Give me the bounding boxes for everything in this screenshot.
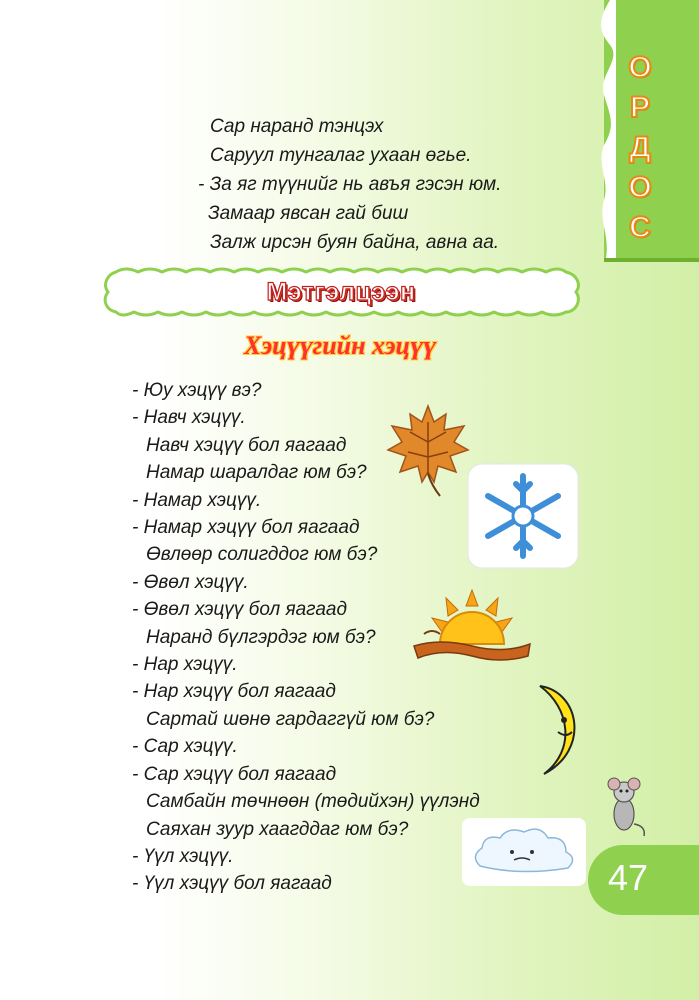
dialogue-line: Наранд бүлгэрдэг юм бэ? [146,626,376,648]
side-letter: Р [629,91,650,124]
side-letter: О [628,51,652,84]
dialogue-line: - Намар хэцүү. [132,489,262,511]
poem-line: Залж ирсэн буян байна, авна аа. [210,232,500,253]
dialogue-line: Өвлөөр солигддог юм бэ? [146,544,378,566]
dialogue-line: - Намар хэцүү бол яагаад [132,517,360,539]
moon-icon [518,680,588,780]
side-letter: О [628,171,652,204]
leaf-icon [384,402,472,498]
dialogue-line: - Юу хэцүү вэ? [132,380,262,401]
section-subtitle: Хэцүүгийн хэцүү [244,331,436,360]
snowflake-icon [466,462,580,570]
dialogue-line: - Өвөл хэцүү бол яагаад [132,599,347,621]
dialogue-line: - Үүл хэцүү. [132,845,234,867]
side-letter: Д [629,131,651,164]
dialogue-line: - Нар хэцүү. [132,654,238,676]
mouse-icon [600,774,648,838]
dialogue-line: - Нар хэцүү бол яагаад [132,681,336,703]
dialogue-line: - Үүл хэцүү бол яагаад [132,873,332,895]
dialogue-line: - Сар хэцүү. [132,736,238,758]
page-number-tab [588,845,699,915]
dialogue-line: Саяхан зуур хаагддаг юм бэ? [146,818,409,840]
dialogue-line: - Навч хэцүү. [132,407,246,429]
poem-line: - За яг түүнийг нь авъя гэсэн юм. [198,174,502,195]
poem-line: Саруул тунгалаг ухаан өгье. [210,145,472,166]
dialogue-line: Самбайн төчнөөн (төдийхэн) үүлэнд [146,791,480,813]
dialogue-line: - Өвөл хэцүү. [132,571,249,593]
poem-line: Сар наранд тэнцэх [210,116,384,137]
dialogue-line: Намар шаралдаг юм бэ? [146,462,367,484]
section-banner [98,264,584,320]
poem [190,112,590,257]
side-letter: С [629,211,651,244]
dialogue-line: Сартай шөнө гардаггүй юм бэ? [146,708,435,730]
dialogue-line: Навч хэцүү бол яагаад [146,434,347,456]
section-title: Мэтгэлцээн [266,277,416,306]
page-number: 47 [608,857,649,898]
side-tab-wave [598,0,616,258]
poem-line: Замаар явсан гай биш [208,203,409,224]
dialogue-line: - Сар хэцүү бол яагаад [132,763,337,785]
cloud-icon [460,816,588,888]
sun-icon [410,584,534,668]
side-tab-letters [620,48,660,248]
